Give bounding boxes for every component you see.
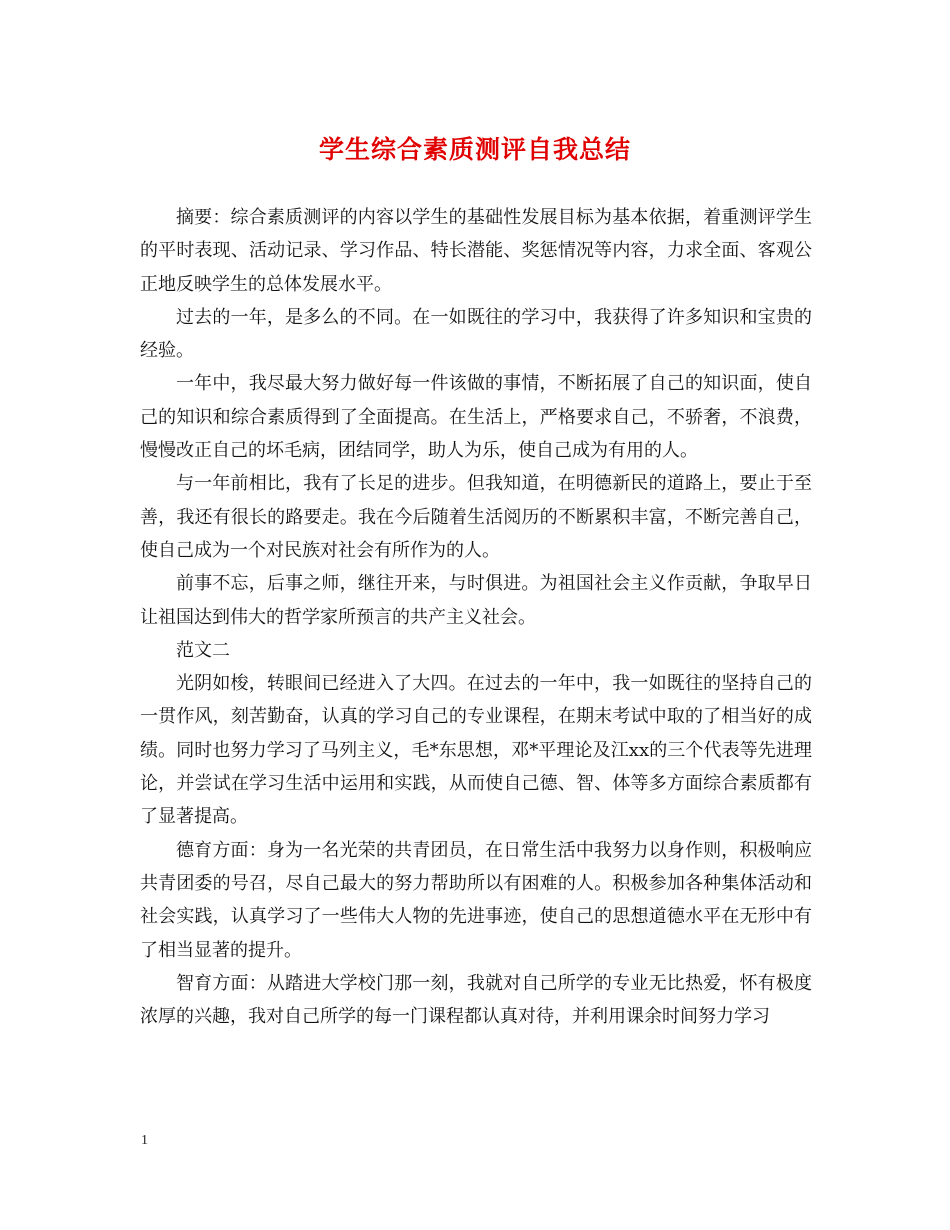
paragraph: 过去的一年，是多么的不同。在一如既往的学习中，我获得了许多知识和宝贵的经验。 [140, 306, 812, 362]
paragraph: 智育方面：从踏进大学校门那一刻，我就对自己所学的专业无比热爱，怀有极度浓厚的兴趣，我对自己所学的每一门课程都认真对待，并利用课余时间努力学习 [140, 972, 812, 1028]
paragraph: 前事不忘，后事之师，继往开来，与时俱进。为祖国社会主义作贡献，争取早日让祖国达到伟大的哲学家所预言的共产主义社会。 [140, 573, 812, 628]
paragraph-abstract: 摘要：综合素质测评的内容以学生的基础性发展目标为基本依据，着重测评学生的平时表现、活动记录、学习作品、特长潜能、奖惩情况等内容，力求全面、客观公正地反映学生的总体发展水平。 [140, 207, 812, 295]
document-body [140, 201, 812, 1033]
paragraph: 一年中，我尽最大努力做好每一件该做的事情，不断拓展了自己的知识面，使自己的知识和综合素质得到了全面提高。在生活上，严格要求自己，不骄奢，不浪费，慢慢改正自己的坏毛病，团结同学，助人为乐，使自己成为有用的人。 [140, 373, 812, 462]
document-title: 学生综合素质测评自我总结 [318, 135, 631, 164]
section-heading: 范文二 [176, 639, 230, 661]
paragraph: 与一年前相比，我有了长足的进步。但我知道，在明德新民的道路上，要止于至善，我还有很长的路要走。我在今后随着生活阅历的不断累积丰富，不断完善自己，使自己成为一个对民族对社会有所作为的人。 [140, 473, 812, 561]
paragraph: 德育方面：身为一名光荣的共青团员，在日常生活中我努力以身作则，积极响应共青团委的号召，尽自己最大的努力帮助所以有困难的人。积极参加各种集体活动和社会实践，认真学习了一些伟大人物的先进事迹，使自己的思想道德水平在无形中有了相当显著的提升。 [140, 839, 812, 961]
paragraph: 光阴如梭，转眼间已经进入了大四。在过去的一年中，我一如既往的坚持自己的一贯作风，刻苦勤奋，认真的学习自己的专业课程，在期末考试中取的了相当好的成绩。同时也努力学习了马列主义，毛*东思想，邓*平理论及江xx的三个代表等先进理论，并尝试在学习生活中运用和实践，从而使自己德、智、体等多方面综合素质都有了显著提高。 [140, 673, 812, 828]
page-number: 1 [141, 1133, 148, 1148]
